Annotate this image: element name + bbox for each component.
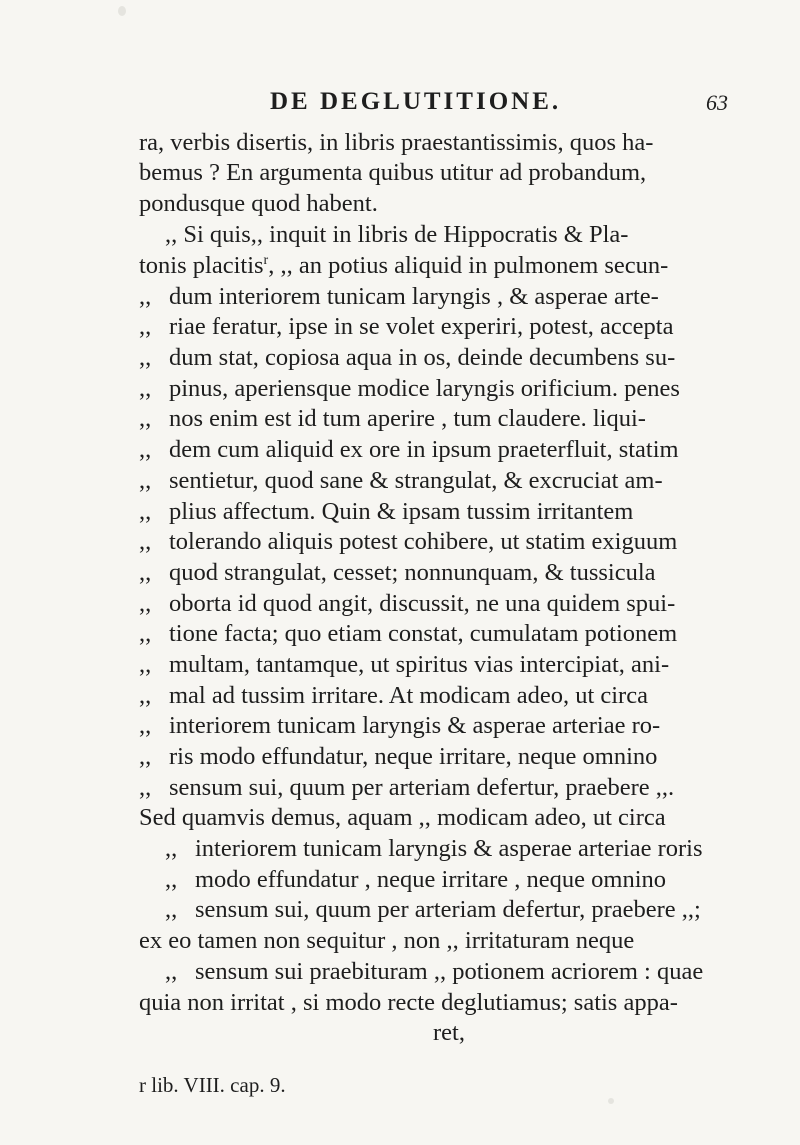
text-line [165, 220, 628, 250]
text-line-content: ra, verbis disertis, in libris praestantissimis, quos ha- [139, 129, 654, 156]
text-line [139, 189, 378, 219]
quote-mark: ,, [139, 283, 152, 310]
text-line-content: dum stat, copiosa aqua in os, deinde decumbens su- [169, 344, 676, 371]
quote-mark: ,, [165, 866, 178, 893]
quote-mark: ,, [139, 743, 152, 770]
text-line [139, 404, 646, 434]
text-line [139, 558, 656, 588]
quote-mark: ,, [139, 313, 152, 340]
text-line [139, 527, 677, 557]
text-line [433, 1018, 465, 1048]
quote-mark: ,, [139, 344, 152, 371]
text-line [139, 650, 669, 680]
text-line-content: sensum sui, quum per arteriam defertur, praebere ,,; [195, 896, 701, 923]
text-line-content: dum interiorem tunicam laryngis , & asperae arte- [169, 283, 659, 310]
quote-mark: ,, [139, 436, 152, 463]
text-line [139, 711, 660, 741]
page-number: 63 [706, 90, 728, 115]
text-line-continuation: , ,, an potius aliquid in pulmonem secun- [268, 252, 669, 279]
text-line-content: interiorem tunicam laryngis & asperae arteriae roris [195, 835, 703, 862]
quote-mark: ,, [139, 774, 152, 801]
text-line-content: multam, tantamque, ut spiritus vias intercipiat, ani- [169, 651, 670, 678]
text-line [139, 312, 673, 342]
text-line [139, 681, 648, 711]
quote-mark: ,, [165, 896, 178, 923]
quote-mark: ,, [139, 620, 152, 647]
text-line-content: tione facta; quo etiam constat, cumulatam potionem [169, 620, 678, 647]
text-line-content: ris modo effundatur, neque irritare, neque omnino [169, 743, 658, 770]
text-line-content: modo effundatur , neque irritare , neque omnino [195, 866, 667, 893]
quote-mark: ,, [139, 682, 152, 709]
text-line [139, 742, 657, 772]
text-line-content: tolerando aliquis potest cohibere, ut statim exiguum [169, 528, 678, 555]
running-title: DE DEGLUTITIONE. [270, 88, 562, 115]
quote-mark: ,, [139, 375, 152, 402]
footnote: r lib. VIII. cap. 9. [139, 1073, 286, 1097]
quote-mark: ,, [139, 498, 152, 525]
text-line [165, 895, 701, 925]
text-line [139, 803, 666, 833]
text-line [165, 865, 666, 895]
quote-mark: ,, [139, 528, 152, 555]
text-line-content: tonis placitis [139, 252, 264, 279]
quote-mark: ,, [139, 712, 152, 739]
text-line [165, 957, 703, 987]
text-line [165, 834, 702, 864]
text-line-content: dem cum aliquid ex ore in ipsum praeterfluit, statim [169, 436, 679, 463]
text-line-content: pinus, aperiensque modice laryngis orificium. penes [169, 375, 680, 402]
text-line-content: sentietur, quod sane & strangulat, & excruciat am- [169, 467, 663, 494]
text-line [139, 343, 675, 373]
text-line [139, 589, 675, 619]
text-line [139, 773, 674, 803]
text-line-content: quod strangulat, cesset; nonnunquam, & tussicula [169, 559, 656, 586]
text-line [139, 282, 659, 312]
footnote-marker: r [263, 252, 269, 268]
quote-mark: ,, [165, 835, 178, 862]
text-line-content: sensum sui praebituram ,, potionem acriorem : quae [195, 958, 704, 985]
text-line-content: sensum sui, quum per arteriam defertur, praebere ,,. [169, 774, 675, 801]
text-line [139, 374, 680, 404]
text-line-content: ,, Si quis,, inquit in libris de Hippocratis & Pla- [165, 221, 629, 248]
text-line-content: quia non irritat , si modo recte deglutiamus; satis appa- [139, 989, 678, 1016]
text-line [139, 497, 633, 527]
text-line [139, 988, 678, 1018]
text-line [139, 128, 653, 158]
text-line [139, 435, 679, 465]
text-line [139, 619, 677, 649]
text-line-content: riae feratur, ipse in se volet experiri, potest, accepta [169, 313, 674, 340]
quote-mark: ,, [139, 559, 152, 586]
quote-mark: ,, [139, 651, 152, 678]
paper-stain [608, 1098, 614, 1104]
text-line-content: nos enim est id tum aperire , tum claudere. liqui- [169, 405, 646, 432]
text-line-content: bemus ? En argumenta quibus utitur ad probandum, [139, 159, 647, 186]
quote-mark: ,, [165, 958, 178, 985]
text-line-content: ex eo tamen non sequitur , non ,, irritaturam neque [139, 927, 635, 954]
text-line [139, 158, 646, 188]
text-line-content: pondusque quod habent. [139, 190, 378, 217]
text-line-content: Sed quamvis demus, aquam ,, modicam adeo, ut circa [139, 804, 666, 831]
text-line-content: ret, [433, 1019, 465, 1046]
text-line-content: mal ad tussim irritare. At modicam adeo, ut circa [169, 682, 648, 709]
text-line [139, 251, 668, 281]
quote-mark: ,, [139, 405, 152, 432]
quote-mark: ,, [139, 590, 152, 617]
text-line-content: plius affectum. Quin & ipsam tussim irritantem [169, 498, 634, 525]
text-line-content: oborta id quod angit, discussit, ne una quidem spui- [169, 590, 676, 617]
text-line-content: interiorem tunicam laryngis & asperae arteriae ro- [169, 712, 661, 739]
quote-mark: ,, [139, 467, 152, 494]
text-line [139, 466, 663, 496]
text-line [139, 926, 634, 956]
